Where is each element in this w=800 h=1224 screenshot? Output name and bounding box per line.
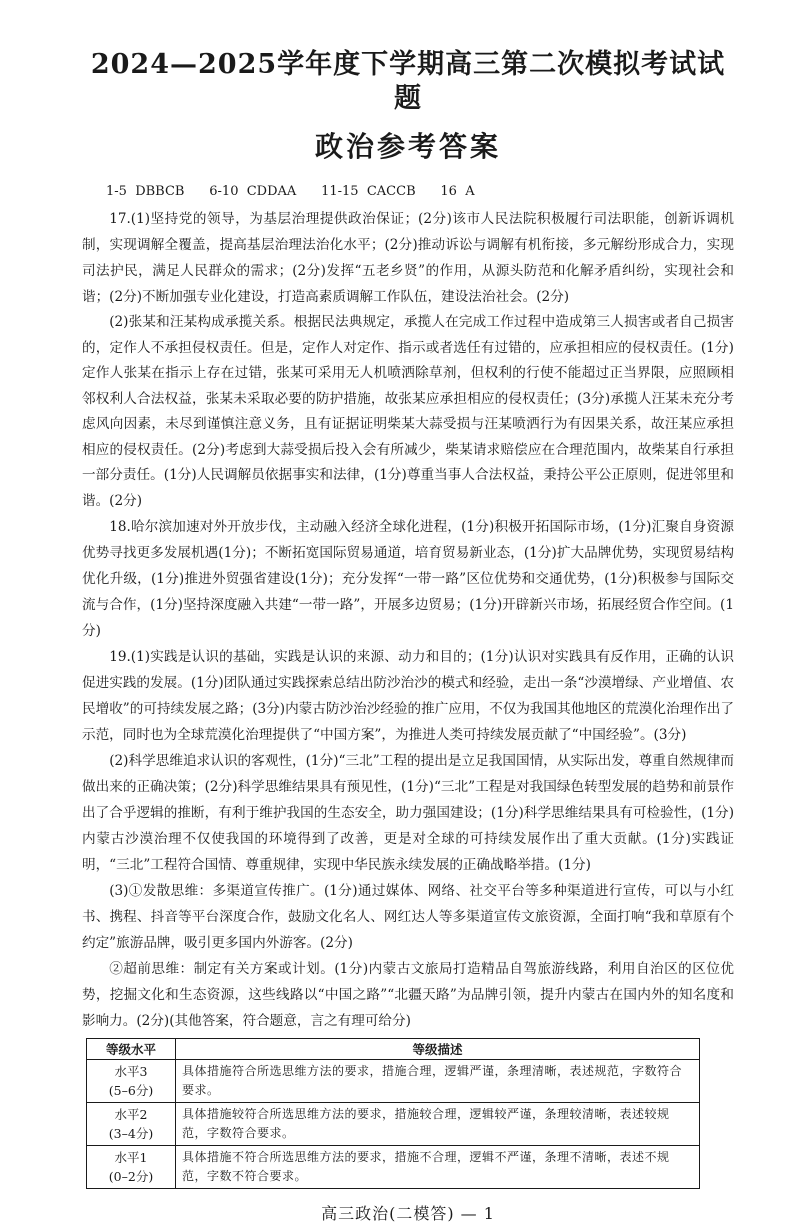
grading-table-header (87, 1039, 700, 1060)
grade-level-cell (87, 1146, 176, 1189)
page-footer: 高三政治(二模答) — 1 (321, 1204, 495, 1223)
table-row (87, 1146, 700, 1189)
grade-desc-cell: 具体措施不符合所选思维方法的要求，措施不合理，逻辑不严谨，条理不清晰，表述不规范，字数不符合要求。 (176, 1146, 700, 1189)
grade-score-range: (3–4分) (108, 1126, 154, 1141)
grade-level-cell (87, 1103, 176, 1146)
grade-level-label: 水平3 (114, 1064, 148, 1079)
table-row (87, 1103, 700, 1146)
q19-part1-answer: 19.(1)实践是认识的基础，实践是认识的来源、动力和目的；(1分)认识对实践具有反作用，正确的认识促进实践的发展。(1分)团队通过实践探索总结出防沙治沙的模式和经验，走出一条“沙漠增绿、产业增值、农民增收”的可持续发展之路；(3分)内蒙古防沙治沙经验的推广应用，不仅为我国其他地区的荒漠化治理作出了示范，同时也为全球荒漠化治理提供了“中国方案”，为推进人类可持续发展贡献了“中国经验”。(3分) (82, 649, 734, 743)
q19-part2-answer: (2)科学思维追求认识的客观性，(1分)“三北”工程的提出是立足我国国情，从实际出发，尊重自然规律而做出来的正确决策；(2分)科学思维结果具有预见性，(1分)“三北”工程是对我国绿色转型发展的趋势和前景作出了合乎逻辑的推断，有利于维护我国的生态安全，助力强国建设；(1分)科学思维结果具有可检验性，(1分)内蒙古沙漠治理不仅使我国的环境得到了改善，更是对全球的可持续发展作出了重大贡献。(1分)实践证明，“三北”工程符合国情、尊重规律，实现中华民族永续发展的正确战略举措。(1分) (82, 753, 734, 873)
choice-answers: 1-5 DBBCB 6-10 CDDAA 11-15 CACCB 16 A (106, 184, 475, 199)
grade-level-header: 等级水平 (87, 1039, 176, 1060)
q19-part3-divergent-answer: (3)①发散思维：多渠道宣传推广。(1分)通过媒体、网络、社交平台等多种渠道进行宣传，可以与小红书、携程、抖音等平台深度合作，鼓励文化名人、网红达人等多渠道宣传文旅资源，全面打响“我和草原有个约定”旅游品牌，吸引更多国内外游客。(2分) (82, 883, 734, 951)
grade-desc-header: 等级描述 (176, 1039, 700, 1060)
q17-part1-answer: 17.(1)坚持党的领导，为基层治理提供政治保证；(2分)该市人民法院积极履行司法职能，创新诉调机制，实现调解全覆盖，提高基层治理法治化水平；(2分)推动诉讼与调解有机衔接，多元解纷形成合力，实现司法护民，满足人民群众的需求；(2分)发挥“五老乡贤”的作用，从源头防范和化解矛盾纠纷，实现社会和谐；(2分)不断加强专业化建设，打造高素质调解工作队伍，建设法治社会。(2分) (82, 211, 734, 305)
grade-level-label: 水平2 (114, 1107, 148, 1122)
grading-table (86, 1038, 700, 1189)
q18-answer: 18.哈尔滨加速对外开放步伐，主动融入经济全球化进程，(1分)积极开拓国际市场，(1分)汇聚自身资源优势寻找更多发展机遇(1分)；不断拓宽国际贸易通道，培育贸易新业态，(1分)扩大品牌优势，实现贸易结构优化升级，(1分)推进外贸强省建设(1分)；充分发挥“一带一路”区位优势和交通优势，(1分)积极参与国际交流与合作，(1分)坚持深度融入共建“一带一路”，开展多边贸易；(1分)开辟新兴市场，拓展经贸合作空间。(1分) (82, 519, 734, 639)
grade-score-range: (0–2分) (108, 1169, 154, 1184)
page-subtitle: 政治参考答案 (314, 130, 501, 163)
q19-part3-forward-answer: ②超前思维：制定有关方案或计划。(1分)内蒙古文旅局打造精品自驾旅游线路，利用自治区的区位优势，挖掘文化和生态资源，这些线路以“中国之路”“北疆天路”为品牌引领，提升内蒙古在国内外的知名度和影响力。(2分)(其他答案，符合题意，言之有理可给分) (82, 961, 734, 1029)
q17-part2-answer: (2)张某和汪某构成承揽关系。根据民法典规定，承揽人在完成工作过程中造成第三人损害或者自己损害的，定作人不承担侵权责任。但是，定作人对定作、指示或者选任有过错的，应承担相应的侵权责任。(1分)定作人张某在指示上存在过错，张某可采用无人机喷洒除草剂，但权利的行使不能超过正当界限，应照顾相邻权利人合法权益，张某未采取必要的防护措施，故张某应承担相应的侵权责任；(3分)承揽人汪某未充分考虑风向因素，未尽到谨慎注意义务，且有证据证明柴某大蒜受损与汪某喷洒行为有因果关系，故汪某应承担相应的侵权责任。(2分)考虑到大蒜受损后投入会有所减少，柴某请求赔偿应在合理范围内，故柴某自行承担一部分责任。(1分)人民调解员依据事实和法律，(1分)尊重当事人合法权益，秉持公平公正原则，促进邻里和谐。(2分) (82, 314, 734, 509)
grade-level-label: 水平1 (114, 1150, 148, 1165)
table-row (87, 1060, 700, 1103)
grade-desc-cell: 具体措施符合所选思维方法的要求，措施合理，逻辑严谨，条理清晰，表述规范，字数符合要求。 (176, 1060, 700, 1103)
page-title: 2024—2025学年度下学期高三第二次模拟考试试题 (90, 49, 726, 114)
grade-score-range: (5–6分) (108, 1083, 154, 1098)
grade-level-cell (87, 1060, 176, 1103)
grade-desc-cell: 具体措施较符合所选思维方法的要求，措施较合理，逻辑较严谨，条理较清晰，表述较规范，字数符合要求。 (176, 1103, 700, 1146)
